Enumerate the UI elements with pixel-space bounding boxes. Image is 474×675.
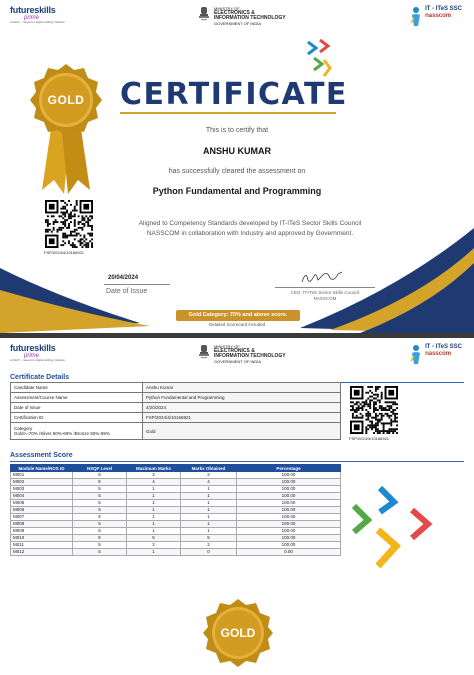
cleared-line: has successfully cleared the assessment on — [168, 168, 306, 175]
table-cell: 5 — [73, 549, 127, 556]
ites-figure-icon — [410, 6, 422, 28]
table-cell: M006 — [11, 507, 73, 514]
table-cell: 100.00 — [237, 500, 341, 507]
date-rule — [104, 284, 170, 285]
page-header — [0, 342, 474, 372]
table-cell: 100.00 — [237, 535, 341, 542]
table-row — [11, 479, 341, 486]
table-cell: 1 — [181, 514, 237, 521]
gold-medal-label: GOLD — [220, 626, 256, 640]
certificate-page — [0, 0, 474, 333]
table-cell: 1 — [127, 514, 181, 521]
table-cell: 5 — [73, 493, 127, 500]
skills-swoosh-icon — [350, 482, 434, 572]
table-cell: 100.00 — [237, 493, 341, 500]
table-cell: M007 — [11, 514, 73, 521]
table-cell: 5 — [73, 528, 127, 535]
qr-code-icon[interactable] — [349, 386, 399, 434]
table-row — [11, 507, 341, 514]
table-cell: 2 — [127, 542, 181, 549]
table-cell: 0.00 — [237, 549, 341, 556]
table-cell: M009 — [11, 528, 73, 535]
table-cell: 1 — [181, 507, 237, 514]
table-row — [11, 493, 341, 500]
table-cell: 1 — [127, 493, 181, 500]
detail-row: Candidate Name Anshu Kumar — [11, 383, 341, 393]
table-row — [11, 521, 341, 528]
gold-badge-label: GOLD — [47, 93, 85, 107]
table-row — [11, 472, 341, 479]
detail-row: Assessment/Course Name Python Fundamental and Programming — [11, 393, 341, 403]
table-row — [11, 549, 341, 556]
signature-icon — [300, 268, 344, 286]
table-cell: 5 — [73, 479, 127, 486]
gold-category-banner: Gold Category: 70% and above score. — [176, 310, 300, 321]
futureskills-logo: futureskills prime a MeitY - nasscom digital skilling initiative — [10, 5, 65, 24]
table-cell: 100.00 — [237, 542, 341, 549]
table-row — [11, 542, 341, 549]
col-module: Module Name/NOS ID — [11, 465, 73, 472]
table-cell: 1 — [181, 500, 237, 507]
col-max-marks: Maximum Marks — [127, 465, 181, 472]
assessment-score-table — [10, 464, 341, 556]
table-cell: 100.00 — [237, 514, 341, 521]
table-cell: 1 — [127, 528, 181, 535]
scorecard-note: Detailed Scorecard included — [208, 322, 266, 327]
col-marks-obtained: Marks Obtained — [181, 465, 237, 472]
table-cell: 1 — [127, 486, 181, 493]
qr-id-label: FSP/2024/4/10166921 — [349, 436, 390, 441]
detail-row: Category Gold>=70% /Silver 60%-69% /Bronze 50%-59% Gold — [11, 423, 341, 440]
certify-line: This is to certify that — [205, 127, 269, 134]
table-cell: 1 — [181, 486, 237, 493]
meity-logo: MINISTRY OF ELECTRONICS & INFORMATION TECHNOLOGY GOVERNMENT OF INDIA — [198, 6, 286, 26]
signatory-text: CEO, IT-ITeS Sector Skills Council NASSCOM — [290, 290, 360, 301]
col-nsqf: NSQF Level — [73, 465, 127, 472]
table-row — [11, 486, 341, 493]
ites-ssc-logo: IT - ITeS SSC nasscom — [410, 6, 462, 28]
skills-swoosh-icon — [300, 38, 336, 78]
table-cell: 1 — [127, 549, 181, 556]
table-cell: 5 — [73, 500, 127, 507]
table-cell: 5 — [73, 542, 127, 549]
table-cell: 4 — [127, 479, 181, 486]
title-underline — [120, 112, 336, 114]
table-cell: M004 — [11, 493, 73, 500]
certificate-details-title: Certificate Details — [10, 374, 70, 381]
table-cell: 4 — [181, 479, 237, 486]
table-cell: 100.00 — [237, 528, 341, 535]
table-cell: 100.00 — [237, 479, 341, 486]
table-cell: 1 — [127, 521, 181, 528]
table-cell: 2 — [181, 472, 237, 479]
issue-date-value: 20/04/2024 — [108, 275, 139, 281]
national-emblem-icon — [198, 344, 210, 360]
table-cell: 5 — [73, 472, 127, 479]
assessment-score-title: Assessment Score — [10, 452, 73, 459]
table-cell: 100.00 — [237, 521, 341, 528]
alignment-statement: Aligned to Competency Standards developed by IT-ITeS Sector Skills Council NASSCOM in collaboration with Industry and approved by Government. — [138, 220, 362, 237]
table-row — [11, 514, 341, 521]
table-cell: 5 — [73, 507, 127, 514]
table-cell: 1 — [181, 493, 237, 500]
table-cell: 100.00 — [237, 486, 341, 493]
detail-row: Certification ID FSP/2024/4/10166921 — [11, 413, 341, 423]
score-header-row — [11, 465, 341, 472]
score-body — [11, 472, 341, 556]
table-row — [11, 535, 341, 542]
detail-row: Date of Issue 4/20/2024 — [11, 403, 341, 413]
table-cell: 5 — [73, 535, 127, 542]
table-cell: 5 — [73, 514, 127, 521]
table-cell: M001 — [11, 472, 73, 479]
table-cell: M012 — [11, 549, 73, 556]
course-name: Python Fundamental and Programming — [152, 186, 322, 196]
ites-ssc-logo: IT - ITeS SSC nasscom — [410, 344, 462, 366]
page-header — [0, 4, 474, 34]
table-cell: M005 — [11, 500, 73, 507]
ites-figure-icon — [410, 344, 422, 366]
table-cell: 0 — [181, 549, 237, 556]
certificate-details-table — [10, 382, 341, 440]
table-cell: 1 — [181, 521, 237, 528]
candidate-name: ANSHU KUMAR — [203, 146, 271, 156]
table-cell: 5 — [181, 535, 237, 542]
qr-id-label: FSP/2024/4/10166921 — [44, 250, 85, 255]
table-cell: 1 — [127, 507, 181, 514]
table-row — [11, 500, 341, 507]
table-cell: M003 — [11, 486, 73, 493]
table-cell: 1 — [181, 528, 237, 535]
table-cell: 2 — [181, 542, 237, 549]
national-emblem-icon — [198, 6, 210, 22]
table-cell: 5 — [73, 521, 127, 528]
table-cell: 2 — [127, 472, 181, 479]
certificate-title: CERTIFICATE — [120, 77, 348, 112]
section-rule — [10, 461, 464, 462]
table-cell: 5 — [73, 486, 127, 493]
table-cell: M002 — [11, 479, 73, 486]
table-cell: M008 — [11, 521, 73, 528]
meity-logo: MINISTRY OF ELECTRONICS & INFORMATION TECHNOLOGY GOVERNMENT OF INDIA — [198, 344, 286, 364]
table-cell: 5 — [127, 535, 181, 542]
table-cell: 1 — [127, 500, 181, 507]
table-cell: M011 — [11, 542, 73, 549]
table-cell: 100.00 — [237, 507, 341, 514]
futureskills-logo: futureskills prime a MeitY - nasscom digital skilling initiative — [10, 343, 65, 362]
table-cell: 100.00 — [237, 472, 341, 479]
issue-date-label: Date of Issue — [106, 288, 148, 295]
table-cell: M010 — [11, 535, 73, 542]
table-row — [11, 528, 341, 535]
col-percentage: Percentage — [237, 465, 341, 472]
signature-rule — [275, 287, 375, 288]
